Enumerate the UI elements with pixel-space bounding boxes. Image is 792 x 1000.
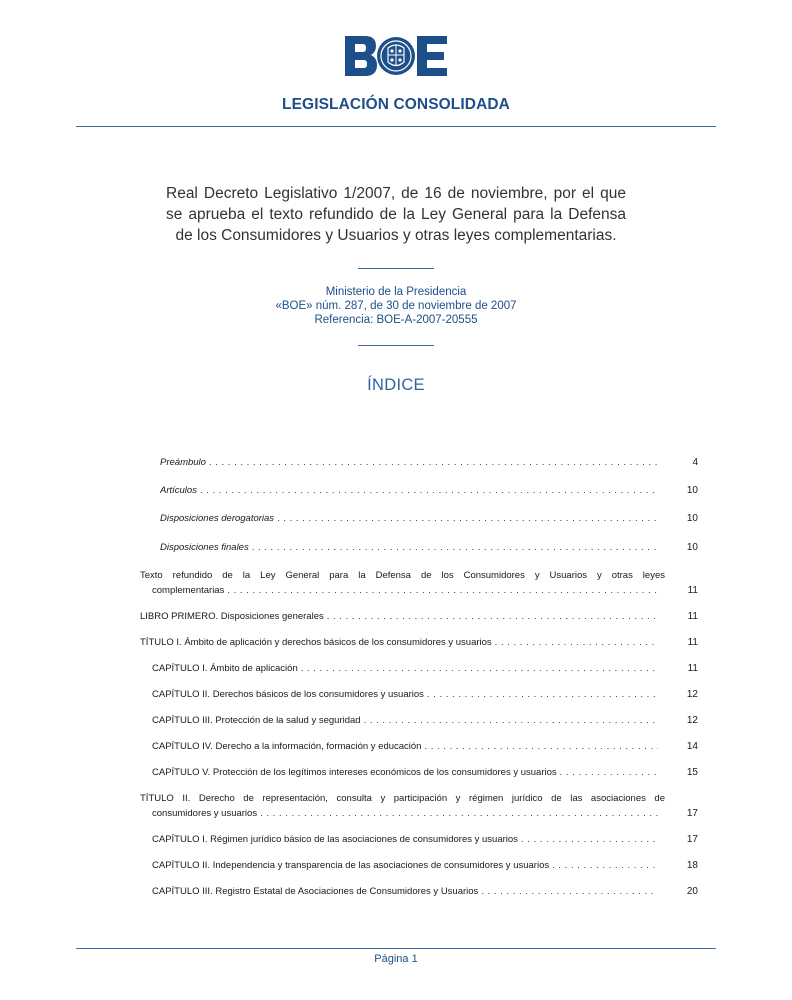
toc-entry-capitulo-1-4[interactable] xyxy=(152,740,698,753)
toc-page-number: 11 xyxy=(687,585,698,596)
toc-entry-capitulo-1-2[interactable] xyxy=(152,688,698,701)
toc-entry-label: CAPÍTULO IV. Derecho a la información, formación y educación xyxy=(152,741,422,752)
toc-dot-leader xyxy=(481,885,658,898)
toc-entry-libro-primero[interactable] xyxy=(140,610,698,623)
toc-dot-leader xyxy=(364,714,658,727)
toc-page-number: 11 xyxy=(687,663,698,674)
toc-page-number: 20 xyxy=(686,886,698,897)
toc-page-number: 14 xyxy=(686,741,698,752)
toc-entry-label: Disposiciones finales xyxy=(160,542,249,553)
reference: Referencia: BOE-A-2007-20555 xyxy=(314,314,478,326)
toc-entry-capitulo-2-1[interactable] xyxy=(152,833,698,846)
toc-entry-label: CAPÍTULO I. Ámbito de aplicación xyxy=(152,663,298,674)
page-number: Página 1 xyxy=(374,953,418,965)
toc-entry-texto-refundido-line1[interactable]: Texto refundido de la Ley General para la Defensa de los Consumidores y Usuarios y otras leyes xyxy=(140,570,665,581)
toc-entry-preambulo[interactable] xyxy=(160,456,698,469)
toc-entry-label: CAPÍTULO II. Derechos básicos de los consumidores y usuarios xyxy=(152,689,424,700)
series-title: LEGISLACIÓN CONSOLIDADA xyxy=(282,96,510,113)
boe-logo xyxy=(345,36,447,76)
toc-dot-leader xyxy=(495,636,658,649)
publication-info: «BOE» núm. 287, de 30 de noviembre de 2007 xyxy=(275,300,517,312)
toc-dot-leader xyxy=(521,833,658,846)
toc-entry-capitulo-2-3[interactable] xyxy=(152,885,698,898)
toc-page-number: 11 xyxy=(687,637,698,648)
toc-page-number: 10 xyxy=(686,542,698,553)
toc-entry-titulo-1[interactable] xyxy=(140,636,698,649)
toc-page-number: 17 xyxy=(686,808,698,819)
toc-page-number: 10 xyxy=(686,485,698,496)
toc-entry-label: consumidores y usuarios xyxy=(152,808,258,819)
header-divider xyxy=(76,126,716,127)
toc-entry-capitulo-1-1[interactable] xyxy=(152,662,698,675)
toc-page-number: 15 xyxy=(686,767,698,778)
toc-entry-disposiciones-finales[interactable] xyxy=(160,541,698,554)
toc-entry-label: TÍTULO I. Ámbito de aplicación y derechos básicos de los consumidores y usuarios xyxy=(140,637,492,648)
footer-divider xyxy=(76,948,716,949)
toc-entry-label: Preámbulo xyxy=(160,457,206,468)
toc-dot-leader xyxy=(227,584,658,597)
toc-page-number: 18 xyxy=(686,860,698,871)
toc-page-number: 17 xyxy=(686,834,698,845)
toc-page-number: 12 xyxy=(686,689,698,700)
toc-entry-capitulo-1-3[interactable] xyxy=(152,714,698,727)
toc-dot-leader xyxy=(301,662,658,675)
meta-divider xyxy=(358,345,434,346)
toc-page-number: 4 xyxy=(692,457,698,468)
toc-entry-capitulo-2-2[interactable] xyxy=(152,859,698,872)
toc-page-number: 10 xyxy=(686,513,698,524)
title-divider xyxy=(358,268,434,269)
toc-page-number: 11 xyxy=(687,611,698,622)
toc-entry-label: Artículos xyxy=(160,485,197,496)
document-title: Real Decreto Legislativo 1/2007, de 16 de noviembre, por el que se aprueba el texto refundido de la Ley General para la Defensa de los Consumidores y Usuarios y otras leyes complementarias. xyxy=(166,185,626,244)
boe-logo-icon xyxy=(345,36,447,76)
toc-dot-leader xyxy=(277,512,658,525)
toc-entry-label: LIBRO PRIMERO. Disposiciones generales xyxy=(140,611,324,622)
toc-dot-leader xyxy=(252,541,658,554)
toc-dot-leader xyxy=(209,456,658,469)
toc-entry-label: CAPÍTULO III. Registro Estatal de Asociaciones de Consumidores y Usuarios xyxy=(152,886,479,897)
toc-dot-leader xyxy=(260,807,658,820)
toc-page-number: 12 xyxy=(686,715,698,726)
toc-entry-label: complementarias xyxy=(152,585,225,596)
toc-dot-leader xyxy=(327,610,658,623)
toc-entry-articulos[interactable] xyxy=(160,484,698,497)
toc-entry-texto-refundido[interactable] xyxy=(152,584,698,597)
toc-entry-label: Disposiciones derogatorias xyxy=(160,513,275,524)
toc-dot-leader xyxy=(424,740,658,753)
issuer: Ministerio de la Presidencia xyxy=(325,286,467,298)
toc-dot-leader xyxy=(560,766,658,779)
toc-entry-label: CAPÍTULO V. Protección de los legítimos intereses económicos de los consumidores y usuarios xyxy=(152,767,557,778)
toc-entry-disposiciones-derogatorias[interactable] xyxy=(160,512,698,525)
toc-entry-label: CAPÍTULO I. Régimen jurídico básico de las asociaciones de consumidores y usuarios xyxy=(152,834,518,845)
toc-entry-label: CAPÍTULO III. Protección de la salud y seguridad xyxy=(152,715,361,726)
toc-entry-titulo-2-line1[interactable]: TÍTULO II. Derecho de representación, consulta y participación y régimen jurídico de las asociaciones de xyxy=(140,793,665,804)
toc-dot-leader xyxy=(427,688,658,701)
toc-dot-leader xyxy=(552,859,658,872)
toc-dot-leader xyxy=(200,484,658,497)
toc-entry-capitulo-1-5[interactable] xyxy=(152,766,698,779)
toc-entry-label: CAPÍTULO II. Independencia y transparencia de las asociaciones de consumidores y usuarios xyxy=(152,860,550,871)
index-heading: ÍNDICE xyxy=(367,376,425,394)
toc-entry-titulo-2[interactable] xyxy=(152,807,698,820)
